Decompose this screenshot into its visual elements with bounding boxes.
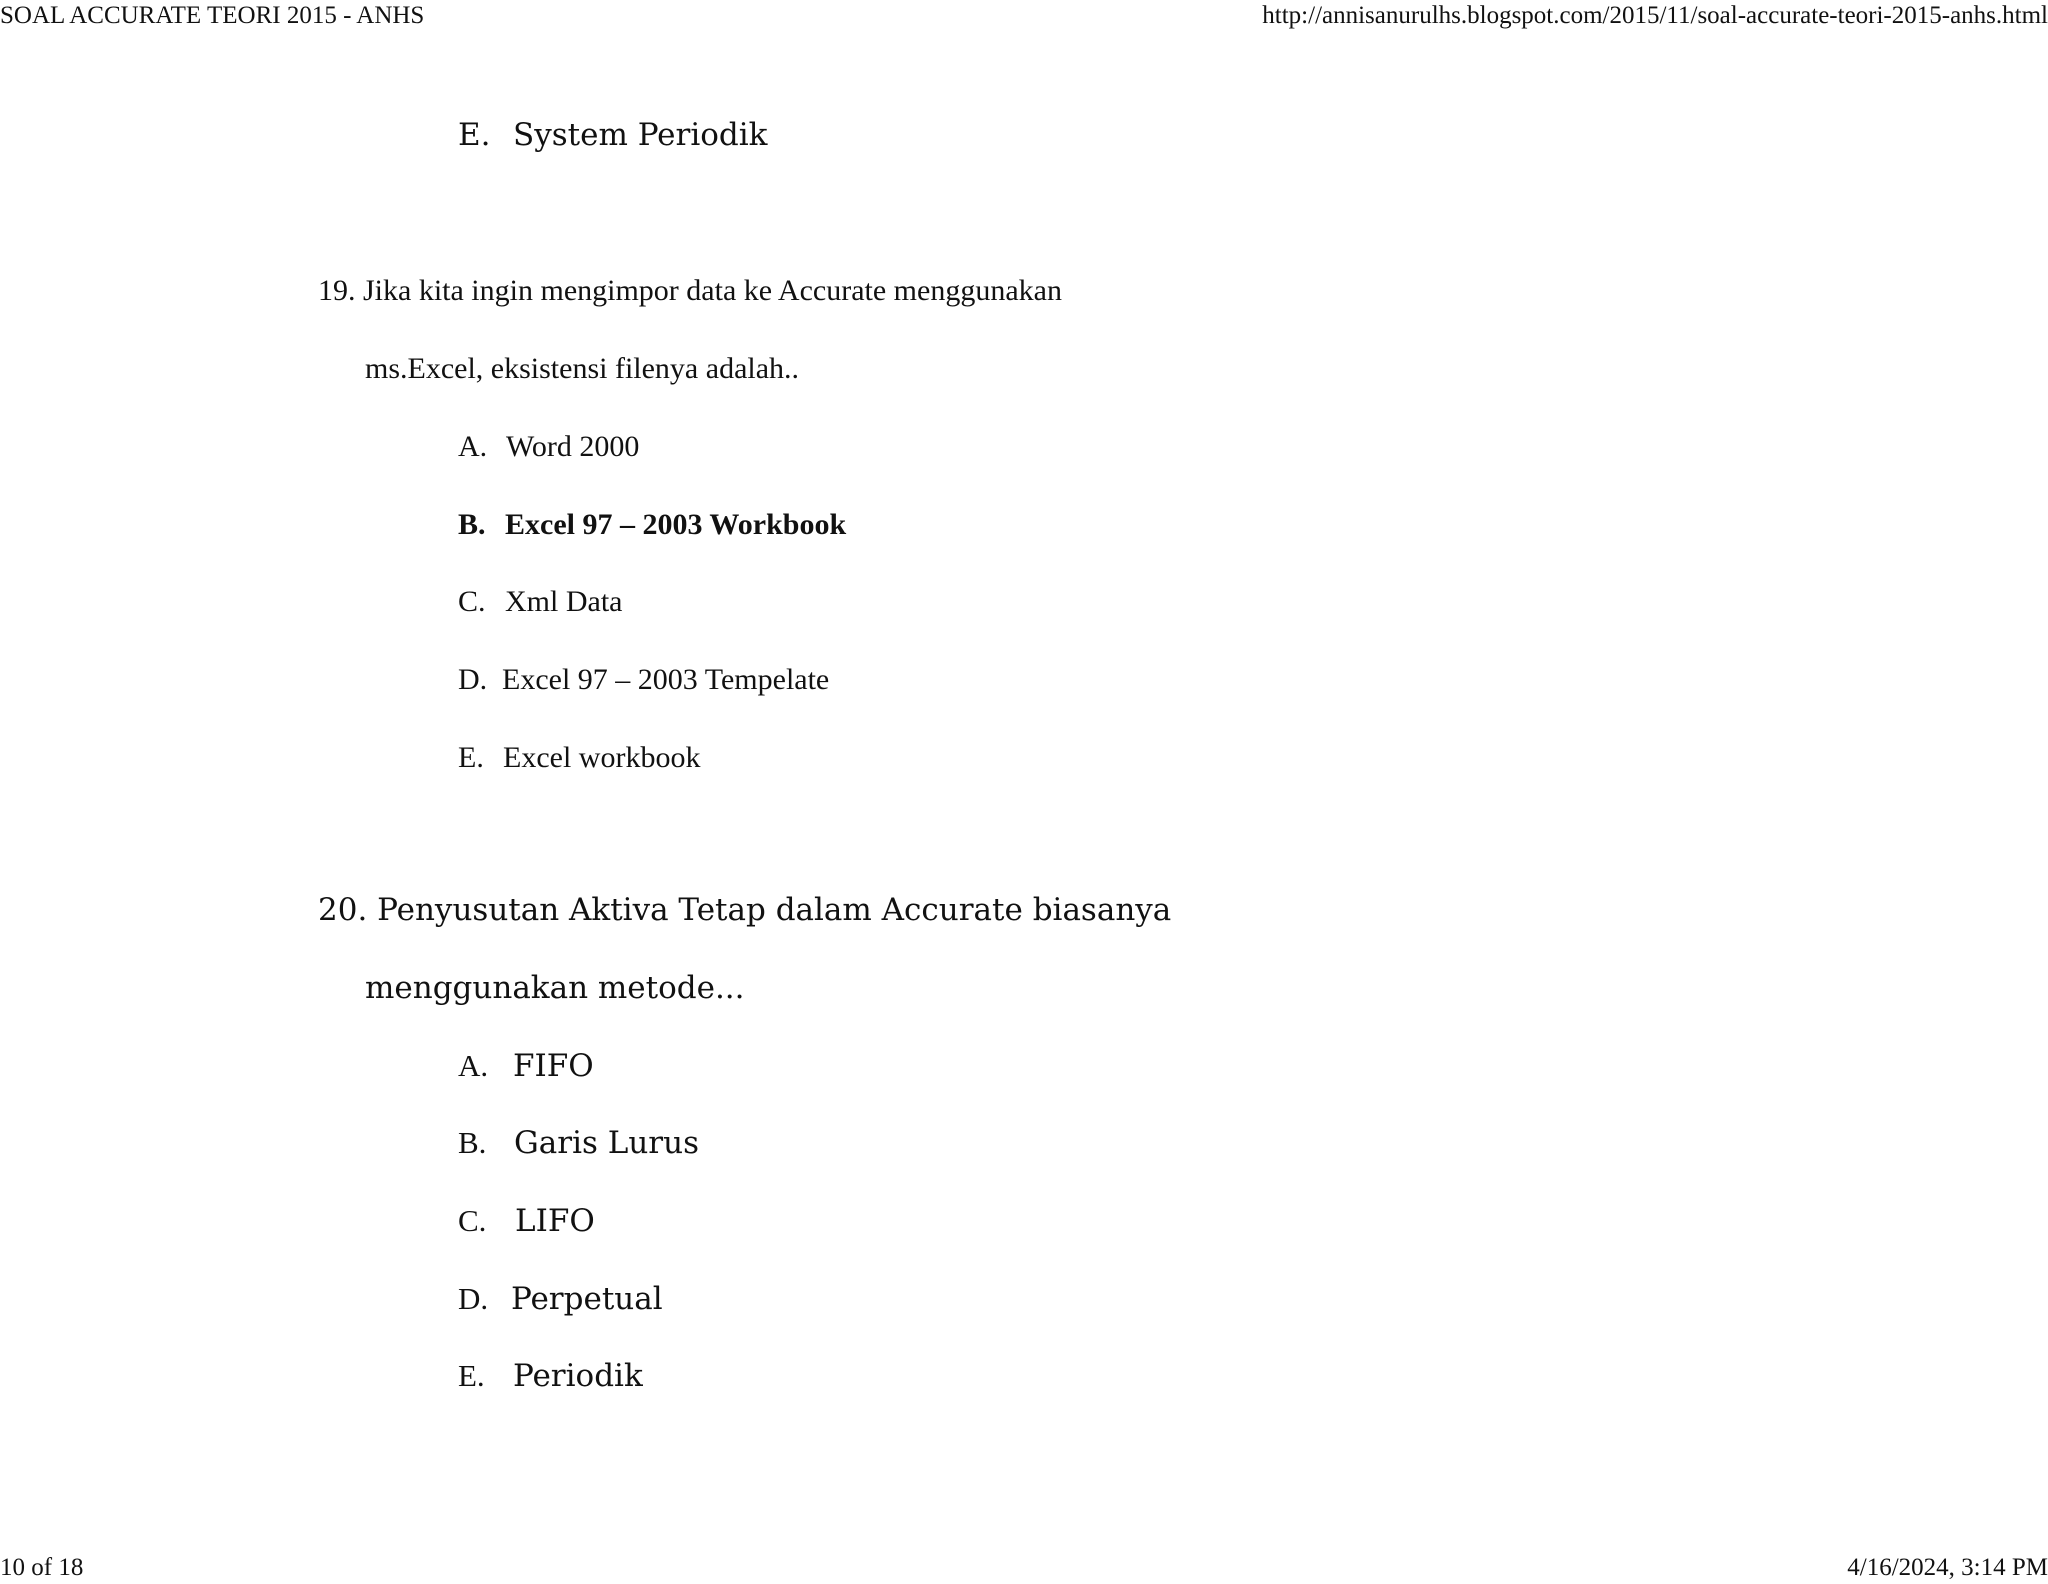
q20-option-a-letter: A. [458,1048,489,1083]
q20-option-a-text: FIFO [513,1048,594,1084]
q19-option-d-text: Excel 97 – 2003 Tempelate [502,663,830,696]
q19-option-a-letter: A. [458,430,488,463]
question-20-line-1: 20. Penyusutan Aktiva Tetap dalam Accurate biasanya [318,892,1172,928]
q19-option-e-letter: E. [458,741,484,774]
question-20-line-2: menggunakan metode... [365,970,745,1006]
prev-option-letter: E. [458,117,491,153]
q19-option-c-letter: C. [458,585,486,618]
footer-datetime: 4/16/2024, 3:14 PM [1847,1554,2048,1581]
q20-option-e-letter: E. [458,1358,485,1393]
q19-option-d-letter: D. [458,663,488,696]
header-url[interactable]: http://annisanurulhs.blogspot.com/2015/11/soal-accurate-teori-2015-anhs.html [1262,2,2048,29]
question-19-line-1: 19. Jika kita ingin mengimpor data ke Accurate menggunakan [318,274,1062,307]
footer-page-number: 10 of 18 [0,1554,84,1581]
q20-option-d-letter: D. [458,1281,489,1316]
q20-option-c-letter: C. [458,1203,487,1238]
question-19-line-2: ms.Excel, eksistensi filenya adalah.. [365,352,800,385]
header-title: SOAL ACCURATE TEORI 2015 - ANHS [0,2,425,29]
prev-option-text: System Periodik [513,117,768,153]
q19-option-c-text: Xml Data [505,585,623,618]
q19-option-b-text: Excel 97 – 2003 Workbook [505,508,847,541]
q19-option-b-letter: B. [458,508,486,541]
q20-option-c-text: LIFO [515,1203,595,1239]
q19-option-a-text: Word 2000 [506,430,640,463]
q19-option-e-text: Excel workbook [503,741,701,774]
q20-option-e-text: Periodik [513,1358,643,1394]
q20-option-d-text: Perpetual [511,1281,663,1317]
q20-option-b-letter: B. [458,1125,487,1160]
q20-option-b-text: Garis Lurus [514,1125,699,1161]
